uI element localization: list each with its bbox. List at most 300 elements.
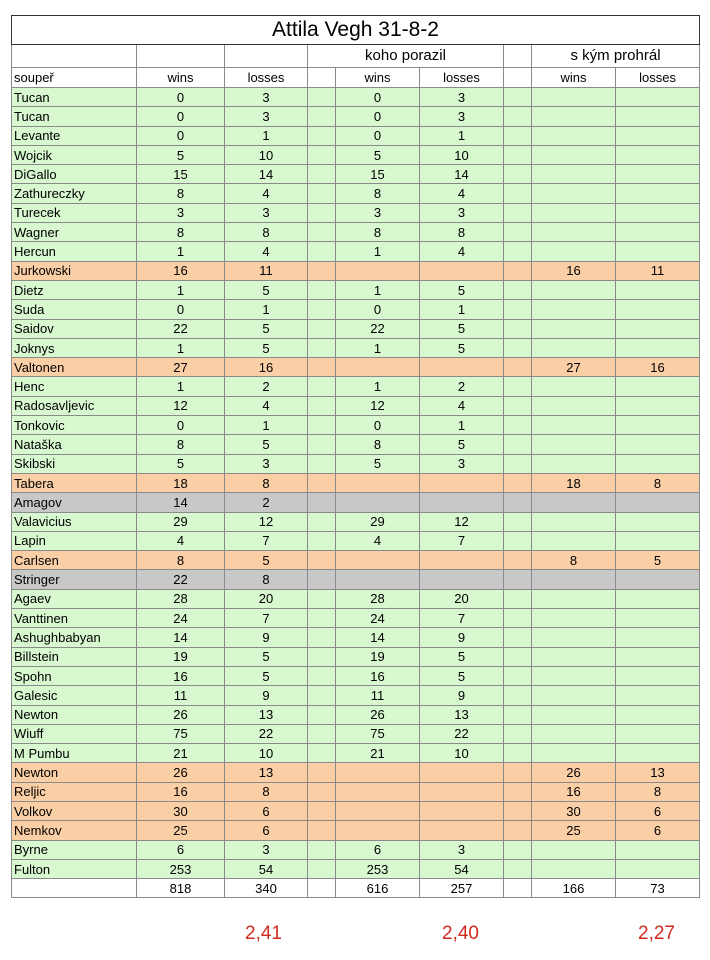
- col-header-opponent: soupeř: [12, 68, 137, 88]
- spacer-cell: [308, 628, 336, 647]
- table-row: [12, 859, 700, 878]
- spacer-cell: [308, 724, 336, 743]
- table-row: [12, 763, 700, 782]
- beaten-losses-cell: [420, 358, 504, 377]
- losses-cell: 5: [225, 319, 308, 338]
- wins-cell: 8: [137, 435, 225, 454]
- beaten-wins-cell: 3: [336, 203, 420, 222]
- lost-losses-cell: [616, 165, 700, 184]
- ratios-row: [0, 923, 710, 953]
- lost-losses-cell: [616, 512, 700, 531]
- total-lw-cell: 166: [532, 879, 616, 898]
- wins-cell: 14: [137, 628, 225, 647]
- beaten-wins-cell: 1: [336, 377, 420, 396]
- lost-losses-cell: 5: [616, 551, 700, 570]
- spacer-cell: [308, 473, 336, 492]
- losses-cell: 1: [225, 126, 308, 145]
- lost-losses-cell: [616, 493, 700, 512]
- lost-wins-cell: [532, 242, 616, 261]
- wins-cell: 1: [137, 242, 225, 261]
- beaten-losses-cell: 9: [420, 686, 504, 705]
- losses-cell: 10: [225, 744, 308, 763]
- total-w-cell: 818: [137, 879, 225, 898]
- spacer-cell: [504, 107, 532, 126]
- spacer-cell: [504, 454, 532, 473]
- losses-cell: 8: [225, 782, 308, 801]
- beaten-wins-cell: [336, 782, 420, 801]
- spacer-cell: [308, 145, 336, 164]
- opponent-cell: Tabera: [12, 473, 137, 492]
- lost-wins-cell: [532, 724, 616, 743]
- beaten-wins-cell: 6: [336, 840, 420, 859]
- wins-cell: 8: [137, 551, 225, 570]
- lost-losses-cell: [616, 840, 700, 859]
- table-row: [12, 223, 700, 242]
- wins-cell: 16: [137, 261, 225, 280]
- opponent-cell: Volkov: [12, 801, 137, 820]
- spacer-cell: [504, 705, 532, 724]
- table-row: [12, 261, 700, 280]
- losses-cell: 8: [225, 223, 308, 242]
- beaten-wins-cell: [336, 763, 420, 782]
- losses-cell: 5: [225, 280, 308, 299]
- spacer-cell: [504, 666, 532, 685]
- wins-cell: 1: [137, 377, 225, 396]
- lost-wins-cell: [532, 338, 616, 357]
- lost-losses-cell: 11: [616, 261, 700, 280]
- beaten-wins-cell: 5: [336, 454, 420, 473]
- table-row: [12, 801, 700, 820]
- lost-losses-cell: [616, 454, 700, 473]
- spacer-cell: [504, 377, 532, 396]
- table-row: [12, 203, 700, 222]
- losses-cell: 7: [225, 609, 308, 628]
- lost-wins-cell: [532, 184, 616, 203]
- opponent-cell: Valavicius: [12, 512, 137, 531]
- lost-wins-cell: 26: [532, 763, 616, 782]
- lost-losses-cell: [616, 377, 700, 396]
- table-row: [12, 647, 700, 666]
- wins-cell: 253: [137, 859, 225, 878]
- spacer-cell: [308, 261, 336, 280]
- lost-wins-cell: [532, 396, 616, 415]
- beaten-losses-cell: 5: [420, 319, 504, 338]
- table-row: [12, 88, 700, 107]
- lost-losses-cell: [616, 686, 700, 705]
- header-beaten: koho porazil: [308, 45, 504, 68]
- opponent-cell: Nemkov: [12, 821, 137, 840]
- table-row: [12, 782, 700, 801]
- beaten-losses-cell: 7: [420, 531, 504, 550]
- spacer-cell: [504, 300, 532, 319]
- opponent-cell: Stringer: [12, 570, 137, 589]
- spacer-cell: [504, 473, 532, 492]
- spacer-cell: [504, 435, 532, 454]
- beaten-losses-cell: 5: [420, 338, 504, 357]
- spacer-cell: [308, 609, 336, 628]
- losses-cell: 54: [225, 859, 308, 878]
- opponent-cell: Tucan: [12, 88, 137, 107]
- lost-wins-cell: [532, 319, 616, 338]
- spacer-cell: [308, 203, 336, 222]
- spacer-cell: [504, 396, 532, 415]
- losses-cell: 22: [225, 724, 308, 743]
- beaten-losses-cell: [420, 261, 504, 280]
- opponent-cell: DiGallo: [12, 165, 137, 184]
- wins-cell: 25: [137, 821, 225, 840]
- opponent-cell: Nataška: [12, 435, 137, 454]
- opponent-cell: Skibski: [12, 454, 137, 473]
- spacer-cell: [308, 184, 336, 203]
- col-header-lost-losses: losses: [616, 68, 700, 88]
- beaten-losses-cell: 5: [420, 647, 504, 666]
- opponent-cell: Lapin: [12, 531, 137, 550]
- spacer-cell: [308, 242, 336, 261]
- beaten-losses-cell: 20: [420, 589, 504, 608]
- losses-cell: 5: [225, 435, 308, 454]
- wins-cell: 5: [137, 454, 225, 473]
- opponent-cell: Byrne: [12, 840, 137, 859]
- lost-wins-cell: [532, 609, 616, 628]
- lost-losses-cell: [616, 338, 700, 357]
- lost-wins-cell: 30: [532, 801, 616, 820]
- table-row: [12, 609, 700, 628]
- spacer-cell: [308, 300, 336, 319]
- spacer-cell: [504, 859, 532, 878]
- spacer-cell: [308, 782, 336, 801]
- lost-wins-cell: [532, 512, 616, 531]
- beaten-wins-cell: [336, 358, 420, 377]
- spacer-cell: [308, 435, 336, 454]
- table-row: [12, 416, 700, 435]
- lost-wins-cell: [532, 377, 616, 396]
- beaten-losses-cell: 5: [420, 666, 504, 685]
- lost-losses-cell: [616, 589, 700, 608]
- lost-losses-cell: 8: [616, 473, 700, 492]
- total-bw-cell: 616: [336, 879, 420, 898]
- header-blank: [225, 45, 308, 68]
- lost-wins-cell: [532, 165, 616, 184]
- header-blank: [137, 45, 225, 68]
- wins-cell: 5: [137, 145, 225, 164]
- lost-wins-cell: 8: [532, 551, 616, 570]
- beaten-losses-cell: 8: [420, 223, 504, 242]
- total-bl-cell: 257: [420, 879, 504, 898]
- lost-losses-cell: [616, 724, 700, 743]
- table-row: [12, 493, 700, 512]
- beaten-losses-cell: 3: [420, 88, 504, 107]
- losses-cell: 2: [225, 493, 308, 512]
- spacer-cell: [308, 126, 336, 145]
- spacer-cell: [504, 763, 532, 782]
- lost-wins-cell: [532, 705, 616, 724]
- losses-cell: 5: [225, 647, 308, 666]
- table-row: [12, 686, 700, 705]
- table-row: [12, 512, 700, 531]
- wins-cell: 28: [137, 589, 225, 608]
- wins-cell: 26: [137, 705, 225, 724]
- spacer-cell: [308, 763, 336, 782]
- spacer-cell: [504, 242, 532, 261]
- col-header-losses: losses: [225, 68, 308, 88]
- lost-losses-cell: [616, 570, 700, 589]
- losses-cell: 7: [225, 531, 308, 550]
- spacer-cell: [504, 223, 532, 242]
- lost-wins-cell: [532, 300, 616, 319]
- opponent-cell: Jurkowski: [12, 261, 137, 280]
- beaten-losses-cell: 5: [420, 280, 504, 299]
- opponent-cell: M Pumbu: [12, 744, 137, 763]
- total-l-cell: 340: [225, 879, 308, 898]
- lost-losses-cell: 6: [616, 821, 700, 840]
- lost-wins-cell: [532, 223, 616, 242]
- beaten-wins-cell: 29: [336, 512, 420, 531]
- lost-losses-cell: [616, 396, 700, 415]
- beaten-wins-cell: [336, 551, 420, 570]
- beaten-wins-cell: [336, 570, 420, 589]
- wins-cell: 1: [137, 338, 225, 357]
- beaten-wins-cell: 0: [336, 416, 420, 435]
- table-row: [12, 473, 700, 492]
- spacer-cell: [504, 551, 532, 570]
- beaten-losses-cell: 4: [420, 242, 504, 261]
- header-blank: [504, 45, 532, 68]
- table-row: [12, 705, 700, 724]
- opponent-cell: Reljic: [12, 782, 137, 801]
- header-blank: [12, 45, 137, 68]
- table-row: [12, 744, 700, 763]
- spacer-cell: [504, 609, 532, 628]
- beaten-losses-cell: 13: [420, 705, 504, 724]
- wins-cell: 27: [137, 358, 225, 377]
- losses-cell: 8: [225, 570, 308, 589]
- lost-losses-cell: [616, 88, 700, 107]
- wins-cell: 14: [137, 493, 225, 512]
- table-row: [12, 280, 700, 299]
- spacer-cell: [308, 107, 336, 126]
- spacer-cell: [504, 744, 532, 763]
- beaten-losses-cell: [420, 763, 504, 782]
- losses-cell: 3: [225, 107, 308, 126]
- losses-cell: 12: [225, 512, 308, 531]
- table-row: [12, 338, 700, 357]
- wins-cell: 21: [137, 744, 225, 763]
- wins-cell: 8: [137, 223, 225, 242]
- table-row: [12, 531, 700, 550]
- losses-cell: 14: [225, 165, 308, 184]
- losses-cell: 1: [225, 300, 308, 319]
- table-row: [12, 396, 700, 415]
- opponent-cell: Newton: [12, 763, 137, 782]
- lost-wins-cell: [532, 628, 616, 647]
- spacer-cell: [308, 705, 336, 724]
- spacer-cell: [308, 377, 336, 396]
- beaten-losses-cell: [420, 570, 504, 589]
- lost-wins-cell: [532, 145, 616, 164]
- table-row: [12, 145, 700, 164]
- beaten-losses-cell: 3: [420, 107, 504, 126]
- beaten-losses-cell: 3: [420, 840, 504, 859]
- beaten-losses-cell: 1: [420, 416, 504, 435]
- lost-losses-cell: [616, 435, 700, 454]
- lost-losses-cell: 8: [616, 782, 700, 801]
- losses-cell: 5: [225, 338, 308, 357]
- lost-losses-cell: [616, 319, 700, 338]
- wins-cell: 11: [137, 686, 225, 705]
- losses-cell: 9: [225, 628, 308, 647]
- total-ll-cell: 73: [616, 879, 700, 898]
- wins-cell: 75: [137, 724, 225, 743]
- beaten-losses-cell: 5: [420, 435, 504, 454]
- col-header-blank: [308, 68, 336, 88]
- beaten-wins-cell: 26: [336, 705, 420, 724]
- losses-cell: 3: [225, 88, 308, 107]
- lost-wins-cell: [532, 454, 616, 473]
- spacer-cell: [504, 126, 532, 145]
- beaten-losses-cell: 1: [420, 300, 504, 319]
- lost-losses-cell: [616, 203, 700, 222]
- opponent-cell: Radosavljevic: [12, 396, 137, 415]
- lost-losses-cell: 16: [616, 358, 700, 377]
- table-row: [12, 628, 700, 647]
- lost-losses-cell: [616, 280, 700, 299]
- spacer-cell: [504, 570, 532, 589]
- lost-wins-cell: [532, 647, 616, 666]
- opponent-cell: Turecek: [12, 203, 137, 222]
- col-header-wins: wins: [137, 68, 225, 88]
- beaten-losses-cell: 4: [420, 396, 504, 415]
- lost-wins-cell: [532, 589, 616, 608]
- lost-losses-cell: [616, 416, 700, 435]
- ratio-total: 2,41: [245, 923, 282, 944]
- beaten-wins-cell: 1: [336, 242, 420, 261]
- opponent-cell: Galesic: [12, 686, 137, 705]
- spacer-cell: [308, 589, 336, 608]
- lost-wins-cell: [532, 416, 616, 435]
- spacer-cell: [504, 261, 532, 280]
- lost-losses-cell: [616, 859, 700, 878]
- opponent-cell: Vanttinen: [12, 609, 137, 628]
- beaten-losses-cell: 4: [420, 184, 504, 203]
- beaten-losses-cell: [420, 821, 504, 840]
- beaten-wins-cell: 15: [336, 165, 420, 184]
- losses-cell: 5: [225, 666, 308, 685]
- beaten-losses-cell: 10: [420, 145, 504, 164]
- opponent-cell: Fulton: [12, 859, 137, 878]
- total-blank-cell: [308, 879, 336, 898]
- lost-losses-cell: [616, 300, 700, 319]
- losses-cell: 13: [225, 763, 308, 782]
- table-row: [12, 107, 700, 126]
- beaten-wins-cell: [336, 261, 420, 280]
- lost-wins-cell: [532, 280, 616, 299]
- spacer-cell: [504, 358, 532, 377]
- beaten-wins-cell: 75: [336, 724, 420, 743]
- opponent-cell: Zathureczky: [12, 184, 137, 203]
- spacer-cell: [308, 358, 336, 377]
- opponent-cell: Wiuff: [12, 724, 137, 743]
- beaten-wins-cell: 16: [336, 666, 420, 685]
- lost-losses-cell: [616, 184, 700, 203]
- spacer-cell: [504, 184, 532, 203]
- beaten-losses-cell: 7: [420, 609, 504, 628]
- spacer-cell: [504, 145, 532, 164]
- beaten-losses-cell: 3: [420, 454, 504, 473]
- lost-losses-cell: [616, 705, 700, 724]
- beaten-wins-cell: 253: [336, 859, 420, 878]
- lost-wins-cell: [532, 88, 616, 107]
- lost-losses-cell: [616, 628, 700, 647]
- spacer-cell: [504, 203, 532, 222]
- table-row: [12, 589, 700, 608]
- spacer-cell: [504, 724, 532, 743]
- beaten-wins-cell: 8: [336, 435, 420, 454]
- spacer-cell: [308, 396, 336, 415]
- spacer-cell: [308, 666, 336, 685]
- lost-wins-cell: [532, 203, 616, 222]
- spacer-cell: [308, 840, 336, 859]
- losses-cell: 20: [225, 589, 308, 608]
- beaten-losses-cell: 54: [420, 859, 504, 878]
- beaten-losses-cell: 1: [420, 126, 504, 145]
- losses-cell: 4: [225, 396, 308, 415]
- beaten-wins-cell: [336, 493, 420, 512]
- col-header-beaten-losses: losses: [420, 68, 504, 88]
- lost-wins-cell: [532, 531, 616, 550]
- opponent-cell: Valtonen: [12, 358, 137, 377]
- losses-cell: 6: [225, 801, 308, 820]
- losses-cell: 1: [225, 416, 308, 435]
- beaten-losses-cell: 12: [420, 512, 504, 531]
- opponent-cell: Tucan: [12, 107, 137, 126]
- opponent-cell: Saidov: [12, 319, 137, 338]
- beaten-wins-cell: 0: [336, 300, 420, 319]
- wins-cell: 16: [137, 666, 225, 685]
- wins-cell: 19: [137, 647, 225, 666]
- beaten-losses-cell: [420, 473, 504, 492]
- beaten-wins-cell: 0: [336, 107, 420, 126]
- lost-losses-cell: 6: [616, 801, 700, 820]
- spacer-cell: [308, 859, 336, 878]
- opponent-cell: Ashughbabyan: [12, 628, 137, 647]
- wins-cell: 1: [137, 280, 225, 299]
- opponent-cell: Agaev: [12, 589, 137, 608]
- col-header-blank: [504, 68, 532, 88]
- beaten-losses-cell: 3: [420, 203, 504, 222]
- beaten-losses-cell: 10: [420, 744, 504, 763]
- losses-cell: 3: [225, 203, 308, 222]
- totals-row: [12, 879, 700, 898]
- lost-losses-cell: 13: [616, 763, 700, 782]
- wins-cell: 15: [137, 165, 225, 184]
- table-row: [12, 435, 700, 454]
- beaten-wins-cell: 11: [336, 686, 420, 705]
- wins-cell: 0: [137, 300, 225, 319]
- losses-cell: 2: [225, 377, 308, 396]
- spacer-cell: [308, 686, 336, 705]
- total-blank-cell: [12, 879, 137, 898]
- losses-cell: 9: [225, 686, 308, 705]
- col-header-beaten-wins: wins: [336, 68, 420, 88]
- lost-wins-cell: [532, 435, 616, 454]
- table-row: [12, 319, 700, 338]
- opponent-cell: Billstein: [12, 647, 137, 666]
- table-row: [12, 666, 700, 685]
- table-row: [12, 821, 700, 840]
- wins-cell: 0: [137, 88, 225, 107]
- table-row: [12, 377, 700, 396]
- table-row: [12, 300, 700, 319]
